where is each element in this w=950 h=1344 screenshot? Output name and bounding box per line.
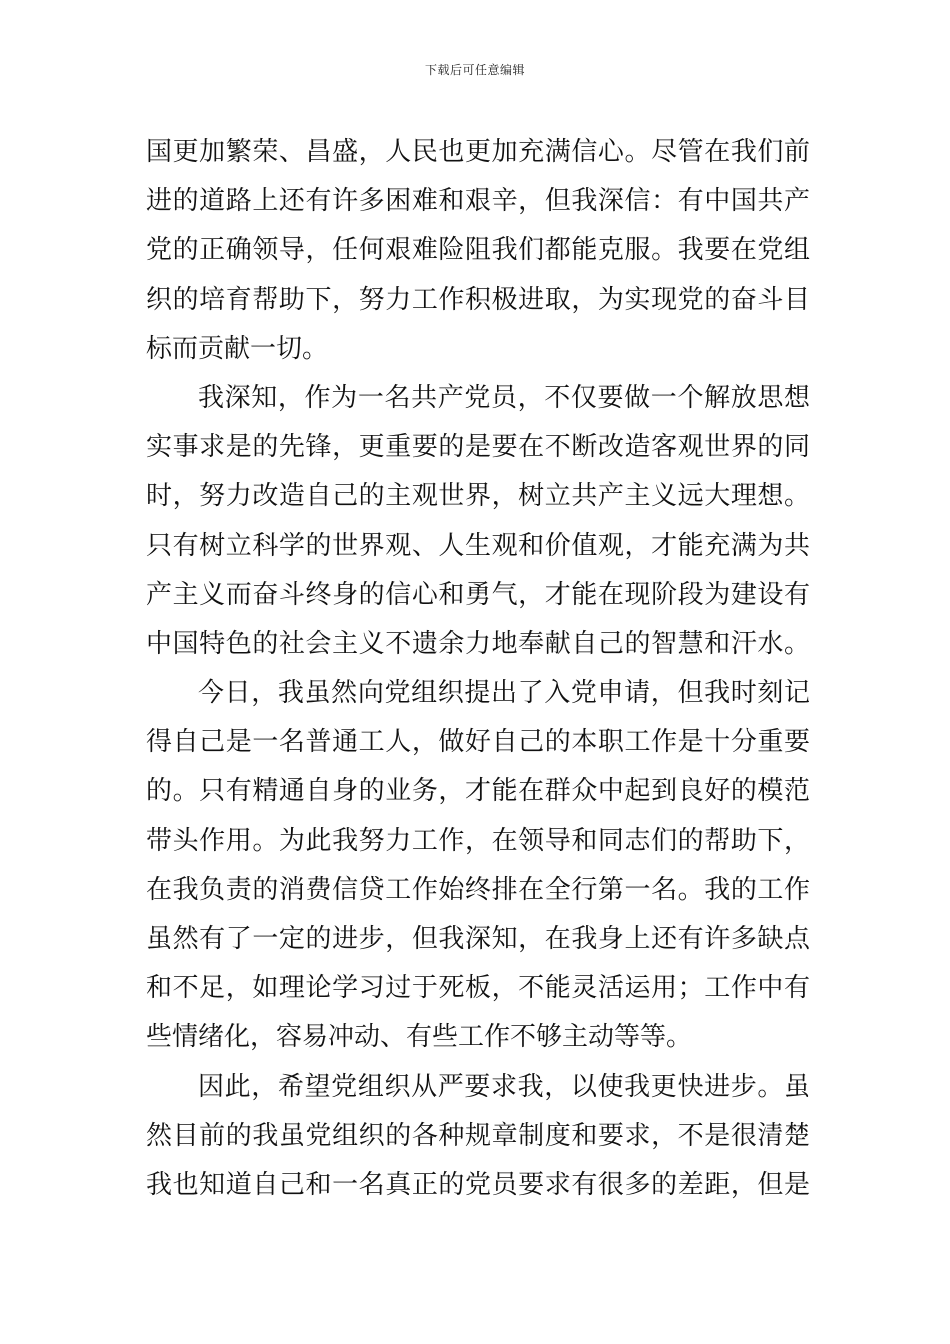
text-line: 进的道路上还有许多困难和艰辛，但我深信：有中国共产 [146,186,810,217]
text-line: 我也知道自己和一名真正的党员要求有很多的差距，但是 [146,1169,810,1200]
text-line: 些情绪化，容易冲动、有些工作不够主动等等。 [146,1022,693,1053]
paragraph-4 [146,1063,810,1211]
document-body [146,128,810,1210]
text-line: 带头作用。为此我努力工作，在领导和同志们的帮助下， [146,825,810,856]
paragraph-3 [146,669,810,1063]
text-line: 在我负责的消费信贷工作始终排在全行第一名。我的工作 [146,874,810,905]
page-header-note: 下载后可任意编辑 [424,63,525,77]
text-line: 因此，希望党组织从严要求我，以使我更快进步。虽 [198,1071,810,1102]
text-line: 只有树立科学的世界观、人生观和价值观，才能充满为共 [146,530,810,561]
text-line: 得自己是一名普通工人，做好自己的本职工作是十分重要 [146,727,810,758]
text-line: 时，努力改造自己的主观世界，树立共产主义远大理想。 [146,481,810,512]
text-line: 党的正确领导，任何艰难险阻我们都能克服。我要在党组 [146,235,810,266]
text-line: 我深知，作为一名共产党员，不仅要做一个解放思想 [198,382,810,413]
text-line: 的。只有精通自身的业务，才能在群众中起到良好的模范 [146,776,810,807]
text-line: 虽然有了一定的进步，但我深知，在我身上还有许多缺点 [146,924,810,954]
text-line: 织的培育帮助下，努力工作积极进取，为实现党的奋斗目 [146,284,810,315]
text-line: 然目前的我虽党组织的各种规章制度和要求，不是很清楚 [146,1120,810,1151]
text-line: 国更加繁荣、昌盛，人民也更加充满信心。尽管在我们前 [146,137,810,167]
text-line: 产主义而奋斗终身的信心和勇气，才能在现阶段为建设有 [146,579,810,610]
text-line: 和不足，如理论学习过于死板，不能灵活运用；工作中有 [146,973,810,1004]
paragraph-2 [146,374,810,669]
text-line: 实事求是的先锋，更重要的是要在不断改造客观世界的同 [146,432,810,463]
text-line: 今日，我虽然向党组织提出了入党申请，但我时刻记 [198,678,810,709]
text-line: 中国特色的社会主义不遗余力地奉献自己的智慧和汗水。 [146,628,810,659]
paragraph-1 [146,128,810,374]
text-line: 标而贡献一切。 [146,333,329,364]
